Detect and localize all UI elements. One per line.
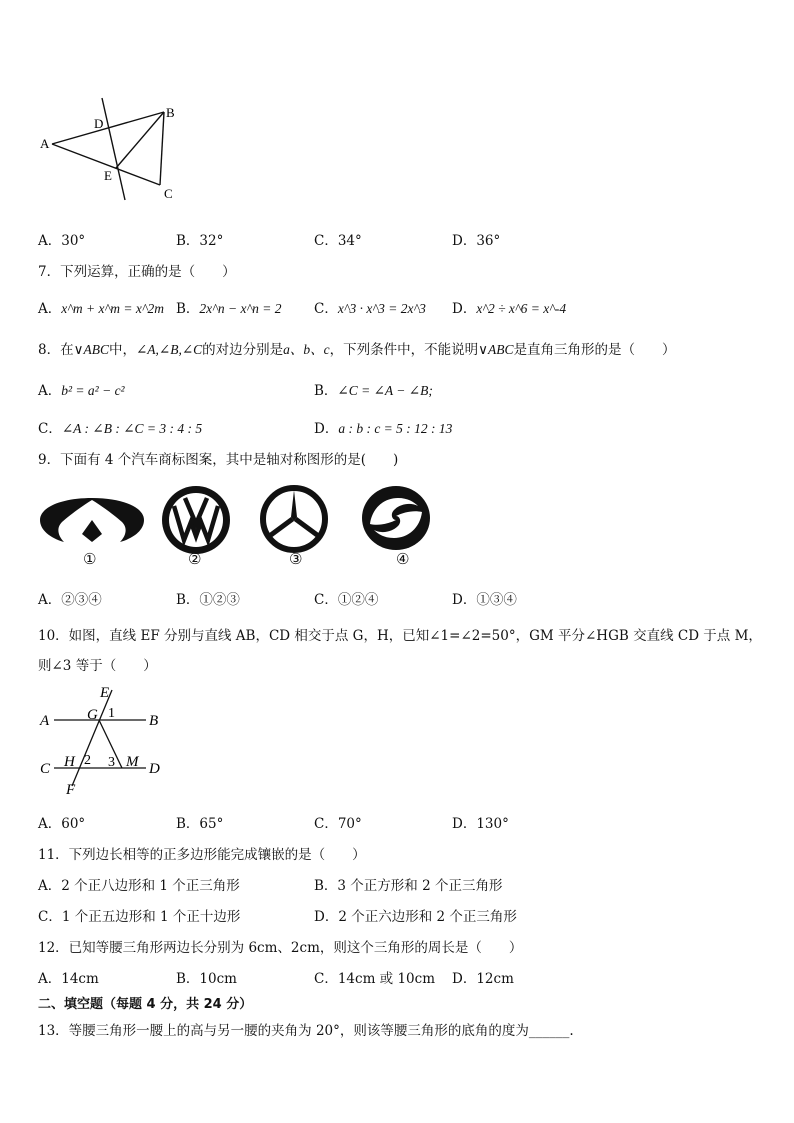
q10-label-h: H [64, 754, 75, 770]
q12-option-a: A．14cm [38, 971, 99, 987]
q8-option-d-expr: a : b : c = 5 : 12 : 13 [338, 421, 453, 436]
q8-option-d [314, 417, 452, 437]
q7-option-d [452, 297, 566, 317]
q8-stem-mid2: 的对边分别是 [202, 342, 284, 358]
fig6-label-a: A [40, 136, 50, 151]
q7-option-c-label: C． [314, 301, 338, 317]
fig6-label-d: D [94, 116, 104, 131]
q9-stem: 9．下面有 4 个汽车商标图案，其中是轴对称图形的是( ) [38, 452, 399, 468]
q7-option-c-expr: x^3 · x^3 = 2x^3 [337, 301, 426, 316]
q11-option-d: D．2 个正六边形和 2 个正三角形 [314, 909, 517, 925]
q9-option-b: B．①②③ [176, 592, 240, 608]
q9-option-c: C．①②④ [314, 592, 379, 608]
q10-label-m: M [126, 754, 139, 770]
q9-caption-4: ④ [396, 550, 410, 568]
q10-option-c: C．70° [314, 816, 362, 832]
q7-option-b-label: B． [176, 301, 200, 317]
volkswagen-logo-icon [160, 484, 232, 556]
mercedes-logo-icon [259, 484, 329, 554]
q8-option-c [38, 417, 202, 437]
dongfeng-logo-icon [360, 484, 432, 552]
q10-label-a: A [40, 713, 50, 729]
q13-stem: 13．等腰三角形一腰上的高与另一腰的夹角为 20°，则该等腰三角形的底角的度为______. [38, 1023, 574, 1039]
q10-label-b: B [149, 713, 159, 729]
q7-option-c [314, 297, 426, 317]
q8-stem-mid1: 中， [108, 342, 136, 358]
q8-stem-end: 是直角三角形的是（ ） [513, 342, 676, 358]
q10-label-1: 1 [108, 706, 115, 721]
q7-option-d-label: D． [452, 301, 477, 317]
q8-stem-mid3: ，下列条件中，不能说明 [329, 342, 479, 358]
q10-label-f: F [66, 782, 76, 796]
q10-label-3: 3 [108, 755, 115, 770]
q12-option-c: C．14cm 或 10cm [314, 971, 435, 987]
q8-sides: a、b、c [283, 342, 330, 357]
q8-option-c-expr: ∠A : ∠B : ∠C = 3 : 4 : 5 [61, 421, 203, 436]
fig6-label-c: C [164, 186, 173, 201]
q8-triangle-1: ∨ABC [73, 342, 109, 357]
q8-stem [38, 338, 676, 358]
q11-stem: 11．下列边长相等的正多边形能完成镶嵌的是（ ） [38, 847, 366, 863]
q10-stem-line1: 10．如图，直线 EF 分别与直线 AB，CD 相交于点 G，H，已知∠1=∠2=50°，GM 平分∠HGB 交直线 CD 于点 M， [38, 628, 762, 644]
q8-option-a-label: A． [38, 383, 62, 399]
q9-caption-3: ③ [289, 550, 303, 568]
q8-option-c-label: C． [38, 421, 62, 437]
infiniti-logo-icon [38, 494, 146, 546]
q10-option-b: B．65° [176, 816, 224, 832]
q10-label-2: 2 [84, 753, 91, 768]
q7-option-b [176, 297, 282, 317]
q7-option-a-label: A． [38, 301, 62, 317]
q8-option-b [314, 379, 433, 399]
q7-option-b-expr: 2x^n − x^n = 2 [199, 301, 282, 316]
q12-option-d: D．12cm [452, 971, 514, 987]
q9-caption-2: ② [188, 550, 202, 568]
q10-label-e: E [100, 685, 110, 701]
q11-option-c: C．1 个正五边形和 1 个正十边形 [38, 909, 241, 925]
q10-label-d: D [149, 761, 160, 777]
q6-option-b: B．32° [176, 233, 224, 249]
q6-option-c: C．34° [314, 233, 362, 249]
q11-option-a: A．2 个正八边形和 1 个正三角形 [38, 878, 240, 894]
q6-option-a: A．30° [38, 233, 86, 249]
q8-option-b-label: B． [314, 383, 338, 399]
q8-option-a [38, 379, 125, 399]
q6-figure [30, 92, 190, 207]
q10-label-c: C [40, 761, 51, 777]
q11-option-b: B．3 个正方形和 2 个正三角形 [314, 878, 503, 894]
q10-label-g: G [87, 707, 98, 723]
q8-stem-pre: 8．在 [38, 342, 74, 358]
q8-angles: ∠A,∠B,∠C [135, 342, 203, 357]
q8-option-b-expr: ∠C = ∠A − ∠B; [337, 383, 433, 398]
q10-stem-line2: 则∠3 等于（ ） [38, 658, 157, 674]
q6-option-d: D．36° [452, 233, 501, 249]
q12-stem: 12．已知等腰三角形两边长分别为 6cm、2cm，则这个三角形的周长是（ ） [38, 940, 523, 956]
q10-option-d: D．130° [452, 816, 509, 832]
q12-option-b: B．10cm [176, 971, 237, 987]
q7-stem: 7．下列运算，正确的是（ ） [38, 264, 236, 280]
q7-option-d-expr: x^2 ÷ x^6 = x^-4 [476, 301, 567, 316]
q9-option-d: D．①③④ [452, 592, 517, 608]
q8-option-a-expr: b² = a² − c² [61, 383, 125, 398]
section-2-title: 二、填空题（每题 4 分，共 24 分） [38, 997, 253, 1012]
q10-option-a: A．60° [38, 816, 86, 832]
q8-triangle-2: ∨ABC [478, 342, 514, 357]
fig6-label-b: B [166, 105, 175, 120]
q7-option-a [38, 297, 164, 317]
q9-caption-1: ① [83, 550, 97, 568]
q10-figure [36, 684, 176, 796]
q7-option-a-expr: x^m + x^m = x^2m [61, 301, 165, 316]
q8-option-d-label: D． [314, 421, 339, 437]
q9-option-a: A．②③④ [38, 592, 102, 608]
fig6-label-e: E [104, 168, 112, 183]
